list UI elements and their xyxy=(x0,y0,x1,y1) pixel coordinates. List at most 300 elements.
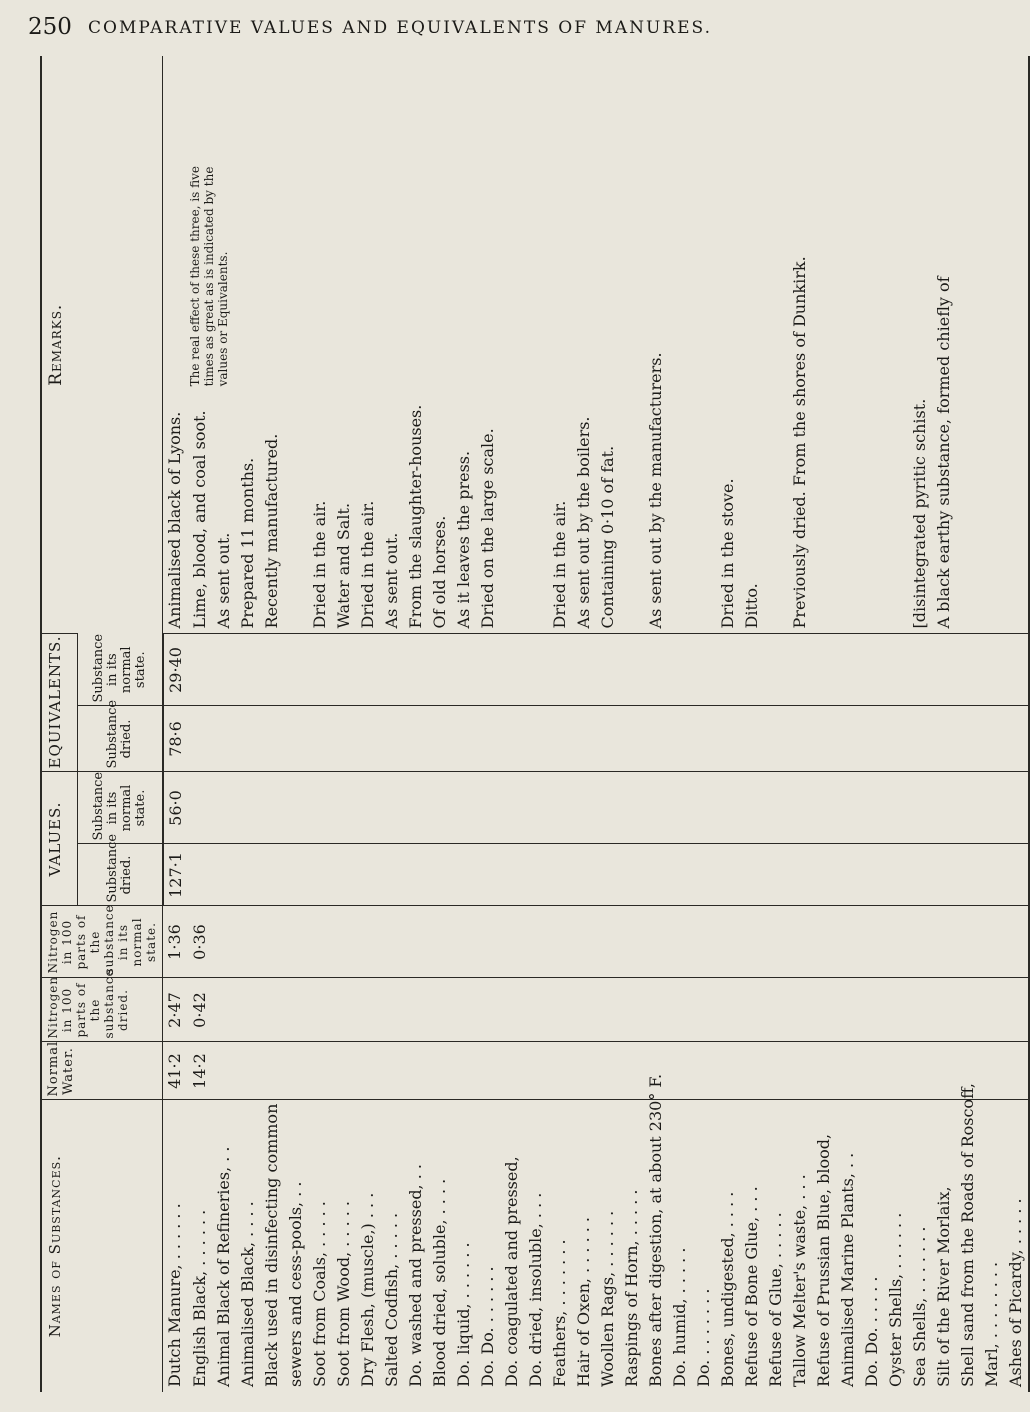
cell-ed xyxy=(284,706,308,772)
cell-nd xyxy=(500,978,524,1042)
cell-nn xyxy=(788,906,812,978)
cell-ed xyxy=(668,706,692,772)
cell-en: 29·40 xyxy=(163,634,188,706)
cell-water xyxy=(812,1042,836,1100)
cell-nd: 0·42 xyxy=(188,978,212,1042)
cell-nn xyxy=(620,906,644,978)
cell-rem xyxy=(1004,56,1029,634)
cell-water xyxy=(356,1042,380,1100)
cell-nd xyxy=(908,978,932,1042)
cell-name: Do. Do. . . . . . . xyxy=(476,1100,500,1392)
cell-nd xyxy=(236,978,260,1042)
cell-en xyxy=(284,634,308,706)
cell-nd xyxy=(548,978,572,1042)
cell-en xyxy=(356,634,380,706)
cell-vd xyxy=(764,844,788,906)
cell-water xyxy=(428,1042,452,1100)
cell-nn xyxy=(596,906,620,978)
cell-vn: 56·0 xyxy=(163,772,188,844)
cell-en xyxy=(212,634,236,706)
running-head: COMPARATIVE VALUES AND EQUIVALENTS OF MANURES. xyxy=(88,18,712,38)
cell-rem: From the slaughter-houses. xyxy=(405,404,425,629)
cell-water xyxy=(788,1042,812,1100)
table-row xyxy=(548,56,572,1392)
table-row xyxy=(380,56,404,1392)
cell-nn xyxy=(308,906,332,978)
cell-nd xyxy=(308,978,332,1042)
page-number: 250 xyxy=(28,14,72,40)
cell-water xyxy=(476,1042,500,1100)
cell-en xyxy=(380,634,404,706)
cell-nn xyxy=(1004,906,1029,978)
cell-water xyxy=(572,1042,596,1100)
cell-nn xyxy=(572,906,596,978)
header-e-dried: Substance dried. xyxy=(78,706,163,772)
cell-ed xyxy=(524,706,548,772)
cell-water xyxy=(620,1042,644,1100)
cell-rem xyxy=(980,56,1004,634)
cell-en xyxy=(812,634,836,706)
table-row xyxy=(644,56,668,1392)
cell-name: Animal Black of Refineries, . . xyxy=(212,1100,236,1392)
cell-vn xyxy=(908,772,932,844)
cell-nd xyxy=(740,978,764,1042)
table-row xyxy=(163,56,188,1392)
cell-nd xyxy=(668,978,692,1042)
cell-ed xyxy=(308,706,332,772)
cell-rem: Dried in the air. xyxy=(549,500,569,629)
cell-water xyxy=(908,1042,932,1100)
table-row xyxy=(884,56,908,1392)
cell-en xyxy=(260,634,284,706)
cell-vd xyxy=(740,844,764,906)
cell-ed xyxy=(764,706,788,772)
cell-rem: As sent out by the manufacturers. xyxy=(645,352,665,629)
cell-vn xyxy=(380,772,404,844)
cell-nn xyxy=(716,906,740,978)
cell-water xyxy=(668,1042,692,1100)
cell-nd xyxy=(956,978,980,1042)
cell-vn xyxy=(764,772,788,844)
cell-rem xyxy=(524,56,548,634)
cell-en xyxy=(980,634,1004,706)
cell-ed xyxy=(788,706,812,772)
cell-ed xyxy=(884,706,908,772)
cell-water xyxy=(524,1042,548,1100)
cell-en xyxy=(620,634,644,706)
cell-nn xyxy=(860,906,884,978)
cell-nn xyxy=(284,906,308,978)
table-row xyxy=(692,56,716,1392)
cell-water xyxy=(980,1042,1004,1100)
table-row xyxy=(452,56,476,1392)
cell-name: Shell sand from the Roads of Roscoff, xyxy=(956,1100,980,1392)
cell-ed xyxy=(860,706,884,772)
cell-rem: [disintegrated pyritic schist. xyxy=(909,398,929,629)
cell-vd xyxy=(236,844,260,906)
cell-ed xyxy=(188,706,212,772)
cell-nn xyxy=(812,906,836,978)
cell-ed xyxy=(644,706,668,772)
table-row xyxy=(860,56,884,1392)
cell-vn xyxy=(548,772,572,844)
table-row xyxy=(908,56,932,1392)
cell-vd xyxy=(212,844,236,906)
cell-vn xyxy=(692,772,716,844)
cell-vd xyxy=(596,844,620,906)
cell-vn xyxy=(356,772,380,844)
cell-water xyxy=(380,1042,404,1100)
cell-vd xyxy=(428,844,452,906)
cell-nd xyxy=(596,978,620,1042)
cell-vn xyxy=(260,772,284,844)
bracket-note: The real effect of these three, is five times as great as is indicated by the values or Equivalents. xyxy=(187,165,230,387)
cell-rem xyxy=(812,56,836,634)
cell-name: Bones after digestion, at about 230° F. xyxy=(644,1100,668,1392)
cell-en xyxy=(548,634,572,706)
cell-name: Marl, . . . . . . . . xyxy=(980,1100,1004,1392)
cell-nd: 2·47 xyxy=(163,978,188,1042)
cell-vn xyxy=(836,772,860,844)
cell-water xyxy=(764,1042,788,1100)
cell-en xyxy=(956,634,980,706)
table-row xyxy=(572,56,596,1392)
cell-ed xyxy=(620,706,644,772)
cell-vd: 127·1 xyxy=(163,844,188,906)
cell-rem: Dried in the air. xyxy=(357,500,377,629)
cell-name: Animalised Marine Plants, . . xyxy=(836,1100,860,1392)
cell-nn xyxy=(452,906,476,978)
cell-nd xyxy=(836,978,860,1042)
cell-name: Tallow Melter's waste, . . . xyxy=(788,1100,812,1392)
cell-rem xyxy=(956,56,980,634)
cell-nd xyxy=(884,978,908,1042)
cell-rem: Prepared 11 months. xyxy=(237,457,257,629)
header-v-dried: Substance dried. xyxy=(78,844,163,906)
cell-nd xyxy=(428,978,452,1042)
header-names: Names of Substances. xyxy=(41,1100,163,1392)
cell-name: Dry Flesh, (muscle,) . . . xyxy=(356,1100,380,1392)
cell-name: Feathers, . . . . . . . xyxy=(548,1100,572,1392)
cell-ed xyxy=(716,706,740,772)
cell-ed xyxy=(452,706,476,772)
cell-nd xyxy=(644,978,668,1042)
cell-nd xyxy=(524,978,548,1042)
header-n-normal: Nitrogen in 100 parts of the substance in its normal state. xyxy=(41,906,163,978)
cell-rem: Ditto. xyxy=(741,583,761,629)
rotated-table xyxy=(40,56,1025,1392)
table-row xyxy=(260,56,284,1392)
cell-water: 14·2 xyxy=(188,1042,212,1100)
cell-ed xyxy=(836,706,860,772)
cell-vd xyxy=(812,844,836,906)
cell-ed xyxy=(428,706,452,772)
cell-vd xyxy=(380,844,404,906)
cell-ed xyxy=(212,706,236,772)
cell-name: Dutch Manure, . . . . . . xyxy=(163,1100,188,1392)
cell-name: sewers and cess-pools, . . xyxy=(284,1100,308,1392)
cell-en xyxy=(716,634,740,706)
cell-rem xyxy=(884,56,908,634)
cell-rem xyxy=(764,56,788,634)
manure-values-table xyxy=(40,56,1030,1392)
cell-vd xyxy=(716,844,740,906)
cell-water: 41·2 xyxy=(163,1042,188,1100)
cell-nn xyxy=(644,906,668,978)
cell-nn: 0·36 xyxy=(188,906,212,978)
cell-nd xyxy=(260,978,284,1042)
cell-rem: As sent out by the boilers. xyxy=(573,416,593,629)
cell-nd xyxy=(452,978,476,1042)
cell-vn xyxy=(212,772,236,844)
cell-ed xyxy=(596,706,620,772)
cell-en xyxy=(644,634,668,706)
cell-rem: Dried in the air. xyxy=(309,500,329,629)
cell-rem xyxy=(620,56,644,634)
cell-en xyxy=(692,634,716,706)
table-row xyxy=(620,56,644,1392)
cell-nd xyxy=(284,978,308,1042)
cell-name: Woollen Rags, . . . . . . xyxy=(596,1100,620,1392)
cell-name: Salted Codfish, . . . . . xyxy=(380,1100,404,1392)
cell-vd xyxy=(548,844,572,906)
cell-vd xyxy=(188,844,212,906)
cell-nn xyxy=(692,906,716,978)
table-row xyxy=(980,56,1004,1392)
header-remarks: Remarks. xyxy=(41,56,163,634)
table-row xyxy=(524,56,548,1392)
cell-nn xyxy=(884,906,908,978)
cell-vd xyxy=(476,844,500,906)
cell-nd xyxy=(404,978,428,1042)
cell-vd xyxy=(980,844,1004,906)
cell-vd xyxy=(356,844,380,906)
cell-nn xyxy=(236,906,260,978)
cell-rem xyxy=(284,56,308,634)
table-row xyxy=(404,56,428,1392)
table-row xyxy=(284,56,308,1392)
cell-name: Do. washed and pressed, . . xyxy=(404,1100,428,1392)
cell-vn xyxy=(524,772,548,844)
cell-nn xyxy=(356,906,380,978)
table-row xyxy=(188,56,212,1392)
cell-nd xyxy=(692,978,716,1042)
cell-vd xyxy=(308,844,332,906)
cell-name: Silt of the River Morlaix, xyxy=(932,1100,956,1392)
cell-vn xyxy=(788,772,812,844)
cell-ed xyxy=(404,706,428,772)
cell-nd xyxy=(572,978,596,1042)
cell-nn xyxy=(476,906,500,978)
cell-water xyxy=(932,1042,956,1100)
cell-rem xyxy=(500,56,524,634)
cell-water xyxy=(692,1042,716,1100)
cell-water xyxy=(860,1042,884,1100)
cell-en xyxy=(932,634,956,706)
cell-name: Sea Shells, . . . . . . . xyxy=(908,1100,932,1392)
cell-name: Refuse of Bone Glue, . . . xyxy=(740,1100,764,1392)
cell-name: Ashes of Picardy, . . . . . xyxy=(1004,1100,1029,1392)
cell-water xyxy=(836,1042,860,1100)
cell-nd xyxy=(212,978,236,1042)
cell-water xyxy=(548,1042,572,1100)
cell-nn xyxy=(740,906,764,978)
cell-nn xyxy=(524,906,548,978)
cell-nd xyxy=(620,978,644,1042)
cell-nn xyxy=(332,906,356,978)
cell-vn xyxy=(404,772,428,844)
cell-nn xyxy=(404,906,428,978)
table-row xyxy=(956,56,980,1392)
cell-en xyxy=(188,634,212,706)
cell-ed xyxy=(356,706,380,772)
cell-vn xyxy=(884,772,908,844)
cell-rem: Dried in the stove. xyxy=(717,478,737,629)
table-row xyxy=(932,56,956,1392)
cell-name: Oyster Shells, . . . . . . xyxy=(884,1100,908,1392)
cell-name: Soot from Coals, . . . . . xyxy=(308,1100,332,1392)
cell-water xyxy=(596,1042,620,1100)
cell-nn xyxy=(668,906,692,978)
cell-ed xyxy=(476,706,500,772)
cell-vn xyxy=(932,772,956,844)
cell-en xyxy=(524,634,548,706)
cell-water xyxy=(236,1042,260,1100)
cell-ed xyxy=(380,706,404,772)
cell-rem: Animalised black of Lyons. xyxy=(165,411,184,629)
cell-vn xyxy=(620,772,644,844)
cell-vd xyxy=(908,844,932,906)
cell-ed xyxy=(332,706,356,772)
cell-vn xyxy=(500,772,524,844)
cell-vd xyxy=(1004,844,1029,906)
cell-water xyxy=(260,1042,284,1100)
cell-name: Hair of Oxen, . . . . . . xyxy=(572,1100,596,1392)
cell-nd xyxy=(932,978,956,1042)
cell-name: Soot from Wood, . . . . . xyxy=(332,1100,356,1392)
cell-water xyxy=(452,1042,476,1100)
cell-name: Raspings of Horn, . . . . . xyxy=(620,1100,644,1392)
cell-vn xyxy=(860,772,884,844)
cell-water xyxy=(716,1042,740,1100)
table-row xyxy=(812,56,836,1392)
table-row xyxy=(476,56,500,1392)
cell-rem: A black earthy substance, formed chiefly of xyxy=(933,276,953,629)
header-equivalents: EQUIVALENTS. xyxy=(41,634,78,772)
cell-nn xyxy=(836,906,860,978)
cell-vd xyxy=(332,844,356,906)
cell-ed xyxy=(740,706,764,772)
cell-rem: Lime, blood, and coal soot. The real effect of these three, is five times as great as is indicated by the values or Equivalents. xyxy=(188,56,212,634)
cell-nd xyxy=(860,978,884,1042)
cell-vd xyxy=(284,844,308,906)
cell-vn xyxy=(740,772,764,844)
cell-ed xyxy=(1004,706,1029,772)
cell-vn xyxy=(644,772,668,844)
cell-rem: Dried on the large scale. xyxy=(477,428,497,629)
cell-ed xyxy=(236,706,260,772)
cell-vn xyxy=(1004,772,1029,844)
cell-nd xyxy=(764,978,788,1042)
cell-nn xyxy=(956,906,980,978)
table-row xyxy=(356,56,380,1392)
cell-rem xyxy=(668,56,692,634)
cell-vd xyxy=(572,844,596,906)
cell-nn: 1·36 xyxy=(163,906,188,978)
cell-ed: 78·6 xyxy=(163,706,188,772)
cell-en xyxy=(596,634,620,706)
cell-nn xyxy=(428,906,452,978)
cell-en xyxy=(428,634,452,706)
cell-name: Animalised Black, . . . . xyxy=(236,1100,260,1392)
cell-ed xyxy=(980,706,1004,772)
cell-rem: Recently manufactured. xyxy=(261,433,281,629)
cell-vn xyxy=(332,772,356,844)
cell-en xyxy=(332,634,356,706)
cell-en xyxy=(572,634,596,706)
cell-ed xyxy=(908,706,932,772)
cell-water xyxy=(884,1042,908,1100)
cell-en xyxy=(836,634,860,706)
cell-vd xyxy=(884,844,908,906)
cell-rem xyxy=(692,56,716,634)
cell-nd xyxy=(380,978,404,1042)
cell-vd xyxy=(932,844,956,906)
cell-rem: Containing 0·10 of fat. xyxy=(597,445,617,629)
cell-en xyxy=(668,634,692,706)
cell-ed xyxy=(812,706,836,772)
cell-nn xyxy=(980,906,1004,978)
cell-en xyxy=(308,634,332,706)
cell-vd xyxy=(524,844,548,906)
cell-water xyxy=(404,1042,428,1100)
cell-vd xyxy=(956,844,980,906)
cell-en xyxy=(884,634,908,706)
cell-en xyxy=(404,634,428,706)
cell-water xyxy=(740,1042,764,1100)
cell-nd xyxy=(332,978,356,1042)
cell-en xyxy=(476,634,500,706)
cell-rem: Previously dried. From the shores of Dunkirk. xyxy=(789,256,809,629)
table-row xyxy=(716,56,740,1392)
header-e-normal: Substance in its normal state. xyxy=(78,634,163,706)
table-row xyxy=(428,56,452,1392)
header-water: Normal Water. xyxy=(41,1042,163,1100)
cell-vd xyxy=(668,844,692,906)
cell-vn xyxy=(308,772,332,844)
cell-name: Do. . . . . . . . xyxy=(692,1100,716,1392)
cell-nn xyxy=(548,906,572,978)
cell-water xyxy=(500,1042,524,1100)
cell-nd xyxy=(356,978,380,1042)
cell-nn xyxy=(212,906,236,978)
cell-nn xyxy=(500,906,524,978)
table-row xyxy=(788,56,812,1392)
cell-ed xyxy=(692,706,716,772)
cell-en xyxy=(500,634,524,706)
cell-vn xyxy=(284,772,308,844)
cell-name: English Black, . . . . . . xyxy=(188,1100,212,1392)
cell-vn xyxy=(428,772,452,844)
cell-name: Do. dried, insoluble, . . . xyxy=(524,1100,548,1392)
table-row xyxy=(308,56,332,1392)
table-row xyxy=(836,56,860,1392)
cell-rem: As it leaves the press. xyxy=(453,450,473,629)
cell-nn xyxy=(908,906,932,978)
cell-vn xyxy=(596,772,620,844)
cell-vn xyxy=(980,772,1004,844)
cell-en xyxy=(788,634,812,706)
